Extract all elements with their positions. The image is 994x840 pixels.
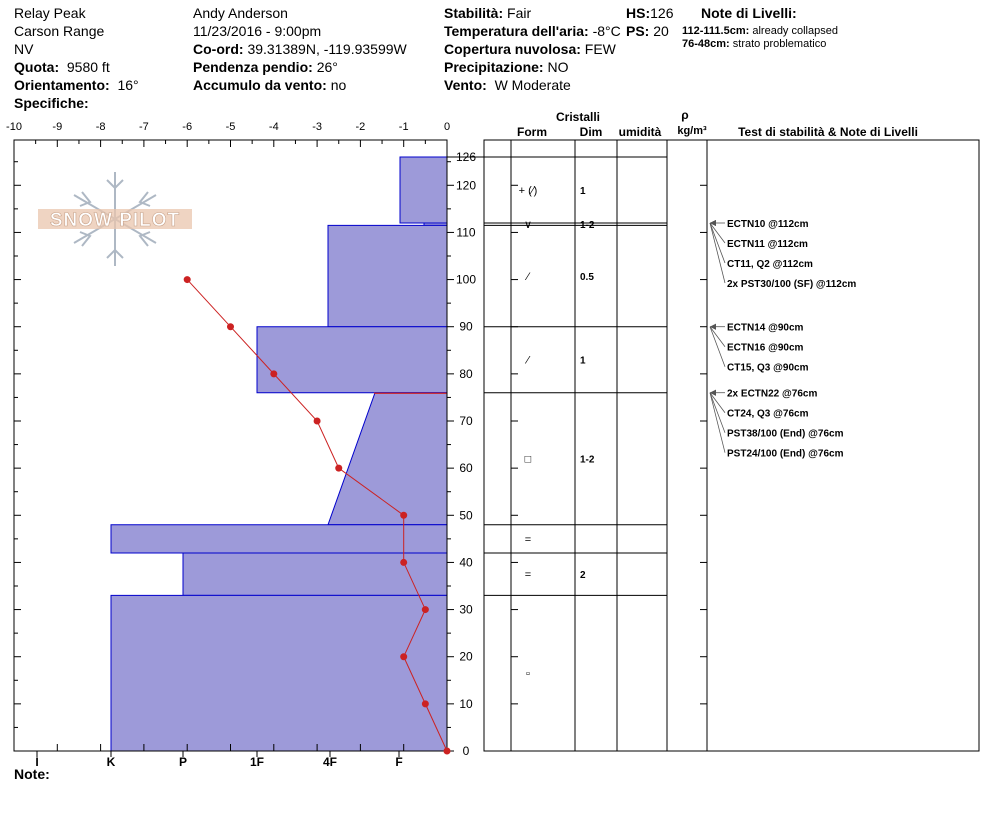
temperature-tick-label: 0: [443, 121, 451, 133]
slope-value: 26°: [316, 59, 338, 75]
observation-datetime: 11/23/2016 - 9:00pm: [193, 23, 322, 39]
layer-notes-title: Note di Livelli:: [701, 5, 797, 21]
height-tick-label: 90: [459, 319, 473, 334]
stability-test-label: CT11, Q2 @112cm: [727, 259, 813, 270]
test-pointer-line: [710, 393, 725, 453]
temperature-point: [184, 276, 191, 283]
elevation-value: 9580 ft: [66, 59, 110, 75]
height-tick-label: 10: [459, 696, 473, 711]
hardness-tick-label: F: [395, 755, 403, 769]
height-tick-label: 126: [455, 150, 477, 164]
header-moisture: umidità: [618, 125, 662, 139]
ps-label: PS:: [626, 23, 650, 39]
temperature-tick-label: -7: [139, 121, 149, 133]
height-tick-label: 0: [462, 744, 470, 758]
air-temp-value: -8°C: [592, 23, 621, 39]
temperature-tick-label: -10: [6, 121, 22, 133]
hardness-layer: [328, 393, 447, 525]
ps-value: 20: [653, 23, 669, 39]
logo-text: SNOW PILOT: [49, 210, 181, 231]
temperature-tick-label: -1: [398, 121, 409, 133]
temperature-tick-label: -6: [182, 121, 193, 133]
height-tick-label: 100: [455, 272, 477, 287]
temperature-tick-label: -2: [355, 121, 366, 133]
temperature-point: [227, 323, 234, 330]
height-tick-label: 30: [459, 602, 473, 617]
stability-test-label: ECTN16 @90cm: [727, 342, 804, 354]
elevation-label: Quota:: [14, 59, 60, 75]
wind-load-label: Accumulo da vento:: [193, 77, 327, 93]
coords-value: 39.31389N, -119.93599W: [247, 41, 407, 57]
temperature-tick-label: -4: [268, 121, 279, 133]
test-pointer-line: [710, 327, 725, 347]
stability-test-label: CT24, Q3 @76cm: [727, 408, 809, 420]
hardness-layer: [328, 225, 447, 326]
stability-test-label: CT15, Q3 @90cm: [727, 362, 809, 374]
stability-test-label: ECTN10 @112cm: [727, 219, 809, 230]
precip-value: NO: [547, 59, 569, 75]
layer-note-range: 76-48cm:: [682, 38, 730, 50]
crystal-dim: 2: [580, 570, 586, 582]
layer-note-text: already collapsed: [752, 25, 838, 37]
crystal-dim: 1-2: [580, 220, 595, 232]
crystal-dim: 1: [580, 355, 586, 367]
temperature-point: [422, 700, 429, 707]
aspect-value: 16°: [117, 77, 139, 93]
hardness-tick-label: P: [178, 755, 188, 769]
crystal-dim: 1-2: [580, 454, 595, 466]
height-tick-label: 50: [459, 508, 473, 523]
hardness-tick-label: K: [106, 755, 116, 769]
range-name: Carson Range: [14, 23, 105, 39]
height-tick-label: 120: [455, 178, 477, 193]
hs-label: HS:: [626, 5, 651, 21]
test-pointer-line: [710, 393, 725, 433]
hardness-layer: [257, 327, 447, 393]
temperature-tick-label: -8: [95, 121, 106, 133]
test-pointer-line: [710, 327, 725, 367]
wind-label: Vento:: [444, 77, 487, 93]
coords-label: Co-ord:: [193, 41, 244, 57]
stability-test-label: ECTN14 @90cm: [727, 322, 804, 334]
hardness-layer: [111, 595, 447, 751]
wind-load-value: no: [330, 77, 347, 93]
hardness-layer: [111, 525, 447, 553]
temperature-tick-label: -9: [52, 121, 63, 133]
crystal-dim: 1: [580, 186, 586, 197]
crystal-form: ▫: [526, 668, 530, 681]
stability-test-label: 2x PST30/100 (SF) @112cm: [727, 279, 857, 290]
wind-value: W Moderate: [494, 77, 571, 93]
stability-value: Fair: [507, 5, 532, 21]
slope-label: Pendenza pendio:: [193, 59, 313, 75]
specifics-label: Specifiche:: [14, 95, 89, 111]
layer-note-text: strato problematico: [732, 38, 827, 50]
hardness-layer: [400, 157, 447, 223]
layer-note-range: 112-111.5cm:: [682, 25, 750, 37]
header-density-unit: kg/m³: [677, 125, 707, 137]
temperature-point: [314, 418, 321, 425]
test-pointer-line: [710, 223, 725, 283]
crystal-form: ⁄: [527, 271, 529, 284]
height-tick-label: 20: [459, 649, 473, 664]
hardness-tick-label: I: [35, 755, 39, 769]
state-name: NV: [14, 41, 34, 57]
stability-test-label: PST38/100 (End) @76cm: [727, 428, 844, 440]
header-rho: ρ: [681, 108, 689, 122]
cloud-label: Copertura nuvolosa:: [444, 41, 581, 57]
temperature-tick-label: -3: [312, 121, 322, 133]
temperature-point: [400, 512, 407, 519]
crystal-form: ∨: [523, 219, 533, 232]
temperature-point: [270, 370, 277, 377]
stability-test-label: PST24/100 (End) @76cm: [727, 448, 844, 460]
header-crystals: Cristalli: [555, 110, 601, 124]
cloud-value: FEW: [584, 41, 616, 57]
crystal-form: + (⁄): [518, 185, 538, 197]
precip-label: Precipitazione:: [444, 59, 544, 75]
stability-test-label: 2x ECTN22 @76cm: [727, 388, 818, 400]
temperature-tick-label: -5: [225, 121, 236, 133]
stability-label: Stabilità:: [444, 5, 504, 21]
footer-note-label: Note:: [14, 766, 50, 782]
height-tick-label: 70: [459, 414, 473, 428]
table-frame: [484, 140, 979, 751]
height-tick-label: 40: [459, 555, 473, 570]
temperature-point: [400, 559, 407, 566]
observer-name: Andy Anderson: [193, 5, 288, 21]
temperature-point: [422, 606, 429, 613]
location-name: Relay Peak: [14, 5, 86, 21]
crystal-form: ⁄: [527, 354, 529, 367]
stability-test-label: ECTN11 @112cm: [727, 239, 808, 250]
temperature-point: [444, 748, 451, 755]
hardness-tick-label: 4F: [322, 755, 338, 769]
air-temp-label: Temperatura dell'aria:: [444, 23, 589, 39]
stability-tests: [710, 219, 856, 460]
crystal-form: □: [524, 453, 532, 466]
aspect-label: Orientamento:: [14, 77, 110, 93]
crystal-form: =: [524, 569, 532, 582]
header-tests: Test di stabilità & Note di Livelli: [738, 125, 918, 139]
test-pointer-line: [710, 223, 725, 263]
hardness-tick-label: 1F: [249, 755, 265, 769]
header-dim: Dim: [579, 125, 603, 139]
height-tick-label: 80: [459, 366, 473, 381]
height-tick-label: 60: [459, 461, 473, 476]
temperature-point: [335, 465, 342, 472]
height-tick-label: 110: [456, 225, 476, 240]
temperature-point: [400, 653, 407, 660]
hardness-layer: [183, 553, 447, 595]
hardness-layers: [111, 157, 447, 751]
header-form: Form: [517, 125, 547, 139]
hs-value: 126: [650, 5, 674, 21]
crystal-form: =: [524, 533, 532, 546]
crystal-dim: 0.5: [580, 272, 594, 284]
